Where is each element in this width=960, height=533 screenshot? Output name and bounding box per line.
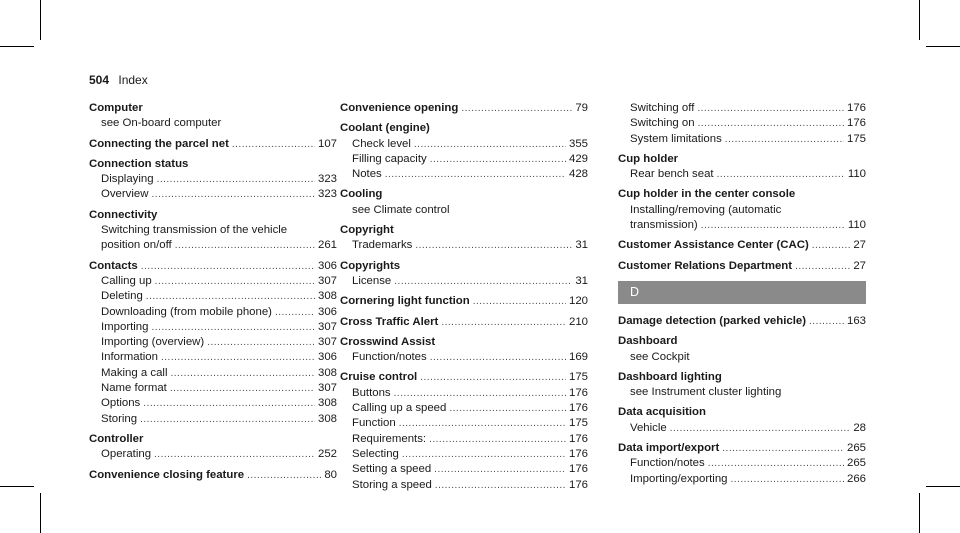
subentry-row[interactable]: [89, 305, 337, 320]
subentry-row[interactable]: [340, 462, 588, 477]
page-reference[interactable]: 176: [568, 386, 588, 399]
subentry-row[interactable]: [340, 386, 588, 401]
page-reference[interactable]: 27: [853, 259, 866, 272]
page-reference[interactable]: 176: [846, 102, 866, 114]
page-reference[interactable]: 163: [846, 314, 866, 327]
dot-leader: [275, 305, 315, 320]
page-reference[interactable]: 169: [568, 351, 588, 364]
dot-leader: [473, 294, 566, 309]
dot-leader: [435, 478, 566, 493]
index-column-1: [89, 101, 337, 488]
page-reference[interactable]: 28: [853, 421, 866, 434]
page-reference[interactable]: 306: [317, 305, 337, 318]
page-reference[interactable]: 176: [846, 117, 866, 130]
dot-leader: [141, 259, 315, 274]
index-entry-heading-row[interactable]: [340, 315, 588, 330]
dot-leader: [708, 456, 844, 471]
subentry-term: Storing a speed: [352, 478, 432, 491]
crop-mark: [919, 0, 920, 40]
subentry-row[interactable]: [89, 289, 337, 304]
index-entry-heading-row[interactable]: [340, 294, 588, 309]
index-entry-heading-row[interactable]: [618, 314, 866, 329]
index-term: Cross Traffic Alert: [340, 315, 439, 328]
dot-leader: [725, 132, 844, 147]
page-number: 504: [89, 73, 110, 87]
page-reference[interactable]: 110: [847, 168, 866, 181]
subentry-row[interactable]: [89, 350, 337, 365]
subentry-row[interactable]: [618, 218, 866, 233]
subentry-row[interactable]: [340, 152, 588, 167]
dot-leader: [175, 238, 315, 253]
page-reference[interactable]: 79: [575, 102, 588, 114]
index-term: Cup holder in the center console: [618, 188, 796, 201]
subentry-row[interactable]: [89, 381, 337, 396]
index-term: Contacts: [89, 259, 138, 272]
index-term: Connection status: [89, 157, 189, 170]
subentry-term: Rear bench seat: [630, 168, 714, 181]
dot-leader: [399, 416, 566, 431]
dot-leader: [157, 172, 315, 187]
page-reference[interactable]: 308: [317, 397, 337, 410]
index-term: Computer: [89, 102, 143, 114]
dot-leader: [154, 447, 315, 462]
dot-leader: [701, 218, 845, 233]
dot-leader: [434, 462, 566, 477]
subentry-term: Deleting: [101, 290, 143, 303]
dot-leader: [420, 370, 566, 385]
index-term: Dashboard: [618, 335, 678, 348]
subentry-row[interactable]: [89, 238, 337, 253]
subentry-term: Calling up: [101, 274, 152, 287]
subentry-text: Installing/removing (automatic: [630, 203, 782, 216]
index-term: Controller: [89, 432, 144, 445]
index-term: Cooling: [340, 188, 383, 201]
page-header: [89, 73, 148, 87]
page-reference[interactable]: 175: [568, 417, 588, 430]
page-reference[interactable]: 308: [317, 366, 337, 379]
page-reference[interactable]: 355: [568, 137, 588, 150]
subentry-row[interactable]: [89, 172, 337, 187]
subentry-term: Switching off: [630, 102, 695, 114]
index-entry: [618, 441, 866, 487]
page-reference[interactable]: 175: [568, 371, 588, 384]
subentry-row[interactable]: [340, 167, 588, 182]
index-column-2: [340, 101, 588, 498]
subentry-row[interactable]: [618, 101, 866, 116]
crop-mark: [919, 493, 920, 533]
dot-leader: [441, 315, 566, 330]
page-reference[interactable]: 266: [846, 472, 866, 485]
index-term: Data acquisition: [618, 406, 706, 419]
subentry-term: Storing: [101, 412, 138, 425]
dot-leader: [207, 335, 315, 350]
subentry-row[interactable]: [89, 335, 337, 350]
subentry-term: Requirements:: [352, 432, 427, 445]
page-reference[interactable]: 323: [317, 173, 337, 186]
index-entry-heading-row[interactable]: [89, 468, 337, 483]
page-reference[interactable]: 307: [317, 336, 337, 349]
index-entry: [89, 208, 337, 254]
index-entry: [89, 137, 337, 152]
index-term: Crosswind Assist: [340, 335, 436, 348]
index-entry-heading-row[interactable]: [618, 238, 866, 253]
subentry-term: Importing (overview): [101, 336, 205, 349]
subentry-row[interactable]: [89, 396, 337, 411]
index-term: Cruise control: [340, 371, 418, 384]
dot-leader: [232, 137, 315, 152]
subentry-row[interactable]: [89, 447, 337, 462]
index-entry: [618, 334, 866, 365]
page-reference[interactable]: 107: [317, 137, 337, 150]
dot-leader: [449, 401, 566, 416]
index-term: Copyright: [340, 224, 394, 237]
subentry-row[interactable]: [340, 274, 588, 289]
index-term: Connectivity: [89, 208, 158, 221]
crop-mark: [40, 493, 41, 533]
index-entry: [618, 314, 866, 329]
index-entry-heading-row[interactable]: [89, 137, 337, 152]
dot-leader: [140, 412, 315, 427]
subentry-row[interactable]: [618, 472, 866, 487]
see-reference[interactable]: see Climate control: [352, 203, 450, 216]
index-entry: [340, 101, 588, 116]
subentry-term: Selecting: [352, 447, 399, 460]
page-reference[interactable]: 307: [317, 382, 337, 395]
subentry-term: Overview: [101, 188, 149, 201]
page-reference[interactable]: 307: [317, 320, 337, 333]
dot-leader: [670, 421, 851, 436]
index-term: Data import/export: [618, 442, 720, 455]
subentry-row[interactable]: [89, 320, 337, 335]
subentry-term: Trademarks: [352, 239, 413, 252]
crop-mark: [0, 486, 34, 487]
page-reference[interactable]: 428: [568, 168, 588, 181]
subentry-row[interactable]: [340, 416, 588, 431]
subentry-term: Check level: [352, 137, 411, 150]
page-reference[interactable]: 308: [317, 290, 337, 303]
dot-leader: [151, 320, 315, 335]
page-reference[interactable]: 176: [568, 402, 588, 415]
dot-leader: [461, 101, 572, 116]
index-entry: [340, 121, 588, 182]
index-entry: [340, 259, 588, 290]
subentry-row[interactable]: [340, 447, 588, 462]
page-reference[interactable]: 265: [846, 442, 866, 455]
index-entry: [618, 238, 866, 253]
dot-leader: [170, 366, 315, 381]
page-reference[interactable]: 429: [568, 152, 588, 165]
page-reference[interactable]: 261: [317, 239, 337, 252]
index-entry-heading-row[interactable]: [618, 259, 866, 274]
index-entry: [618, 187, 866, 233]
index-entry-heading-row[interactable]: [89, 259, 337, 274]
subentry-term: Function: [352, 417, 396, 430]
subentry-row[interactable]: [340, 432, 588, 447]
index-term: Copyrights: [340, 259, 401, 272]
index-term: Dashboard lighting: [618, 370, 722, 383]
index-term: Convenience closing feature: [89, 468, 245, 481]
dot-leader: [247, 468, 321, 483]
page-reference[interactable]: 120: [568, 295, 588, 308]
page-reference[interactable]: 210: [568, 315, 588, 328]
dot-leader: [143, 396, 315, 411]
subentry-term: Operating: [101, 448, 152, 461]
subentry-term: Function/notes: [352, 351, 427, 364]
dot-leader: [394, 386, 566, 401]
index-term: Cup holder: [618, 152, 679, 165]
index-entry: [340, 370, 588, 492]
subentry-term: System limitations: [630, 132, 722, 145]
subentry-term: Options: [101, 397, 141, 410]
page-reference[interactable]: 176: [568, 463, 588, 476]
subentry-row[interactable]: [340, 478, 588, 493]
subentry-term: Downloading (from mobile phone): [101, 305, 272, 318]
index-term: Connecting the parcel net: [89, 137, 229, 150]
subentry-term: Importing: [101, 320, 149, 333]
section-name: Index: [118, 73, 148, 87]
index-term: Coolant (engine): [340, 122, 430, 135]
index-entry: [89, 468, 337, 483]
dot-leader: [415, 238, 572, 253]
subentry-term: Buttons: [352, 386, 391, 399]
subentry-term: Vehicle: [630, 421, 667, 434]
subentry-row[interactable]: [340, 350, 588, 365]
dot-leader: [717, 167, 845, 182]
dot-leader: [394, 274, 572, 289]
dot-leader: [151, 187, 315, 202]
index-term: Damage detection (parked vehicle): [618, 314, 807, 327]
subentry-term: position on/off: [101, 239, 172, 252]
dot-leader: [414, 137, 566, 152]
subentry-term: Displaying: [101, 173, 154, 186]
page-reference[interactable]: 176: [568, 478, 588, 491]
index-entry: [618, 101, 866, 147]
index-entry-heading-row[interactable]: [618, 441, 866, 456]
page-reference[interactable]: 306: [317, 259, 337, 272]
page-reference[interactable]: 110: [847, 219, 866, 232]
dot-leader: [385, 167, 566, 182]
index-entry: [89, 101, 337, 132]
subentry-term: Importing/exporting: [630, 472, 728, 485]
page-reference[interactable]: 252: [317, 448, 337, 461]
subentry-row[interactable]: [89, 366, 337, 381]
dot-leader: [170, 381, 315, 396]
subentry-row[interactable]: [89, 412, 337, 427]
index-entry: [89, 432, 337, 463]
crop-mark: [40, 0, 41, 40]
index-entry: [618, 370, 866, 401]
subentry-row[interactable]: [618, 132, 866, 147]
subentry-term: Name format: [101, 382, 167, 395]
subentry-row[interactable]: [340, 137, 588, 152]
subentry-term: Setting a speed: [352, 463, 432, 476]
dot-leader: [161, 350, 315, 365]
subentry-term: Function/notes: [630, 457, 705, 470]
subentry-term: Making a call: [101, 366, 168, 379]
index-entry-heading-row[interactable]: [340, 101, 588, 116]
index-entry: [618, 259, 866, 274]
page-reference[interactable]: 307: [317, 274, 337, 287]
page-reference[interactable]: 176: [568, 447, 588, 460]
subentry-row[interactable]: [618, 116, 866, 131]
page-reference[interactable]: 308: [317, 412, 337, 425]
see-reference[interactable]: see Instrument cluster lighting: [630, 386, 782, 399]
subentry-row[interactable]: [618, 421, 866, 436]
subentry-term: Switching on: [630, 117, 695, 130]
page-reference[interactable]: 31: [575, 274, 588, 287]
dot-leader: [430, 152, 566, 167]
page-reference[interactable]: 80: [324, 468, 337, 481]
index-term: Customer Assistance Center (CAC): [618, 239, 809, 252]
subentry-row[interactable]: [89, 274, 337, 289]
see-reference[interactable]: see Cockpit: [630, 350, 690, 363]
page-reference[interactable]: 27: [853, 239, 866, 252]
index-entry-heading-row[interactable]: [340, 370, 588, 385]
crop-mark: [926, 46, 960, 47]
subentry-row[interactable]: [89, 187, 337, 202]
dot-leader: [429, 432, 566, 447]
subentry-text: Switching transmission of the vehicle: [101, 224, 288, 237]
subentry-row[interactable]: [618, 456, 866, 471]
dot-leader: [795, 259, 850, 274]
index-entry: [618, 405, 866, 436]
see-reference[interactable]: see On-board computer: [101, 117, 222, 130]
subentry-term: License: [352, 274, 392, 287]
dot-leader: [722, 441, 844, 456]
dot-leader: [146, 289, 315, 304]
dot-leader: [698, 116, 844, 131]
index-entry: [618, 152, 866, 183]
index-column-3: [618, 101, 866, 492]
index-entry: [340, 315, 588, 330]
dot-leader: [155, 274, 315, 289]
subentry-term: Calling up a speed: [352, 402, 447, 415]
dot-leader: [697, 101, 844, 116]
index-term: Customer Relations Department: [618, 259, 793, 272]
dot-leader: [402, 447, 566, 462]
subentry-term: Filling capacity: [352, 152, 427, 165]
page-reference[interactable]: 175: [846, 132, 866, 145]
index-entry: [340, 223, 588, 254]
dot-leader: [812, 238, 851, 253]
page-reference[interactable]: 31: [575, 239, 588, 252]
subentry-term: Information: [101, 351, 158, 364]
dot-leader: [731, 472, 844, 487]
crop-mark: [926, 486, 960, 487]
subentry-row[interactable]: [340, 401, 588, 416]
subentry-term: Notes: [352, 168, 382, 181]
page-reference[interactable]: 306: [317, 351, 337, 364]
page-reference[interactable]: 323: [317, 188, 337, 201]
dot-leader: [430, 350, 566, 365]
index-term: Convenience opening: [340, 102, 459, 114]
index-term: Cornering light function: [340, 295, 470, 308]
page-reference[interactable]: 265: [846, 457, 866, 470]
index-entry: [340, 335, 588, 366]
index-entry: [340, 294, 588, 309]
index-entry: [89, 259, 337, 427]
subentry-row[interactable]: [340, 238, 588, 253]
subentry-row[interactable]: [618, 167, 866, 182]
index-entry: [89, 157, 337, 203]
section-letter-heading: D: [618, 281, 866, 304]
page-reference[interactable]: 176: [568, 432, 588, 445]
subentry-term: transmission): [630, 219, 698, 232]
crop-mark: [0, 46, 34, 47]
index-entry: [340, 187, 588, 218]
dot-leader: [809, 314, 844, 329]
